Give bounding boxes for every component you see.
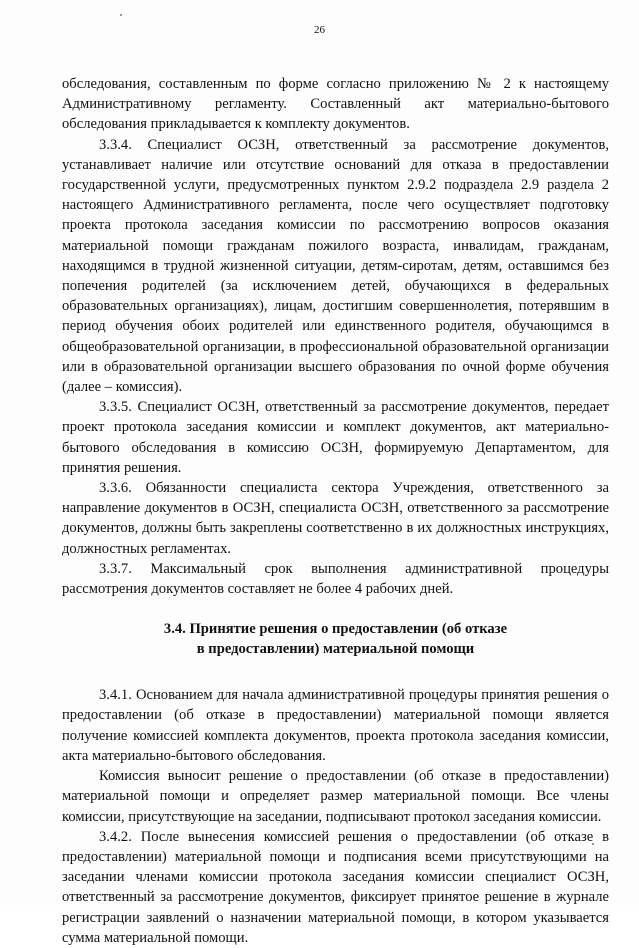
paragraph-3-3-6: 3.3.6. Обязанности специалиста сектора Учреждения, ответственного за направление документов в ОСЗН, специалиста ОСЗН, ответственного за рассмотрение документов, должны быть закреплены соответственно в их должностных инструкциях, должностных регламентах. [62,480,609,557]
paragraph-commission-decision: Комиссия выносит решение о предоставлении (об отказе в предоставлении) материальной помощи и определяет размер материальной помощи. Все члены комиссии, присутствующие на заседании, подписывают протокол заседания комиссии. [62,768,609,825]
page-number: 26 [314,24,325,36]
paragraph-3-3-5: 3.3.5. Специалист ОСЗН, ответственный за рассмотрение документов, передает проект протокола заседания комиссии и комплект документов, акт материально-бытового обследования в комиссию ОСЗН, формируемую Департаментом, для принятия решения. [62,399,609,476]
section-heading-line-2: в предоставлении) материальной помощи [196,641,475,658]
paragraph-3-4-2: 3.4.2. После вынесения комиссией решения о предоставлении (об отказе в предоставлении) материальной помощи и подписания всеми присутствующими на заседании членами комиссии протокола заседания комиссии специалист ОСЗН, ответственный за рассмотрение документов, фиксирует принятое решение в журнале регистрации заявлений о назначении материальной помощи, в котором указывается сумма материальной помощи. [62,828,609,946]
document-body [62,74,609,948]
paragraph-3-3-7: 3.3.7. Максимальный срок выполнения административной процедуры рассмотрения документов составляет не более 4 рабочих дней. [62,560,609,598]
paragraph-3-3-4: 3.3.4. Специалист ОСЗН, ответственный за рассмотрение документов, устанавливает наличие или отсутствие оснований для отказа в предоставлении государственной услуги, предусмотренных пунктом 2.9.2 подраздела 2.9 раздела 2 настоящего Административного регламента, после чего осуществляет подготовку проекта протокола заседания комиссии по рассмотрению вопросов оказания материальной помощи гражданам пожилого возраста, инвалидам, гражданам, находящимся в трудной жизненной ситуации, детям-сиротам, детям, оставшимся без попечения родителей (за исключением детей, обучающихся в федеральных образовательных организациях), лицам, достигшим совершеннолетия, потерявшим в период обучения обоих родителей или единственного родителя, обучающимся в общеобразовательной организации, в профессиональной образовательной организации или в образовательной организации высшего образования по очной форме обучения (далее – комиссия). [62,136,609,396]
section-heading-line-1: 3.4. Принятие решения о предоставлении (об отказе [163,621,508,638]
paragraph-continuation: обследования, составленным по форме согласно приложению № 2 к настоящему Административному регламенту. Составленный акт материально-бытового обследования прикладывается к комплекту документов. [62,76,609,133]
paragraph-3-4-1: 3.4.1. Основанием для начала административной процедуры принятия решения о предоставлении (об отказе в предоставлении) материальной помощи является получение комиссией комплекта документов, проекта протокола заседания комиссии, акта материально-бытового обследования. [62,687,609,764]
scan-speck-mark [120,14,122,16]
section-heading-3-4 [62,619,609,659]
